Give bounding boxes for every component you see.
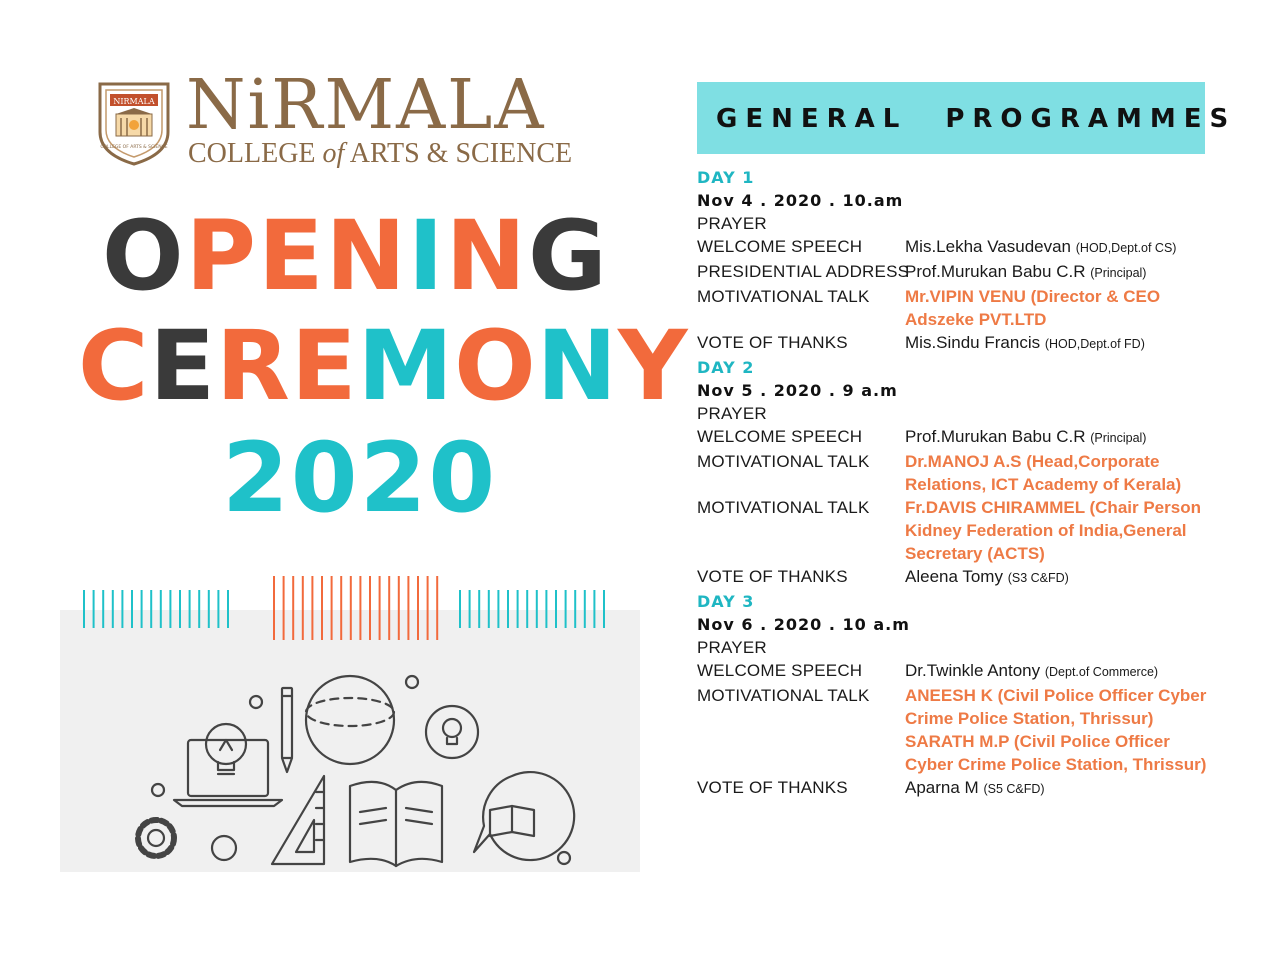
day-heading: DAY 2 — [697, 358, 755, 377]
speaker-name: Dr.Twinkle Antony — [905, 661, 1041, 680]
headline-letter: I — [407, 200, 446, 312]
speaker-note: (S5 C&FD) — [983, 782, 1045, 796]
schedule-row — [697, 285, 1217, 331]
schedule-label: VOTE OF THANKS — [697, 333, 848, 352]
headline-letter: E — [149, 310, 217, 422]
schedule-value — [905, 565, 1217, 590]
schedule-row — [697, 565, 1217, 590]
schedule-row — [697, 636, 1217, 659]
schedule-value — [905, 402, 1217, 425]
day-date: Nov 4 . 2020 . 10.am — [697, 191, 904, 210]
speaker-name: Mis.Lekha Vasudevan — [905, 237, 1072, 256]
schedule-label: PRAYER — [697, 214, 767, 233]
schedule-value — [905, 260, 1217, 285]
headline-letter: 0 — [428, 422, 498, 534]
dot-icon — [152, 784, 164, 796]
emblem-text: NIRMALA — [113, 97, 155, 106]
speech-bubble-book-icon — [474, 772, 574, 860]
schedule-row — [697, 331, 1217, 356]
headline-opening — [102, 200, 609, 312]
college-subtitle-part2: ARTS & SCIENCE — [349, 138, 573, 169]
speaker-name: Aleena Tomy — [905, 567, 1003, 586]
headline-letter: 0 — [290, 422, 360, 534]
speaker-note: (Principal) — [1090, 431, 1147, 445]
headline-letter: N — [536, 310, 619, 422]
dot-icon — [406, 676, 418, 688]
dot-icon — [212, 836, 236, 860]
schedule-label: PRESIDENTIAL ADDRESS — [697, 262, 910, 281]
triangle-ruler-icon — [272, 776, 324, 864]
schedule-label: PRAYER — [697, 404, 767, 423]
dot-icon — [250, 696, 262, 708]
speaker-name: Prof.Murukan Babu C.R — [905, 427, 1086, 446]
college-emblem-icon — [96, 80, 172, 166]
schedule-label: VOTE OF THANKS — [697, 778, 848, 797]
schedule-label — [697, 730, 905, 776]
schedule-value: SARATH M.P (Civil Police Officer Cyber Crime Police Station, Thrissur) — [905, 732, 1207, 774]
speaker-note: (Principal) — [1090, 266, 1147, 280]
schedule-value — [905, 776, 1217, 801]
speaker-note: (HOD,Dept.of CS) — [1075, 241, 1177, 255]
headline-letter: E — [290, 310, 358, 422]
schedule-row — [697, 730, 1217, 776]
college-subtitle-of: of — [322, 138, 345, 169]
schedule-label: MOTIVATIONAL TALK — [697, 287, 870, 306]
schedule-value — [905, 425, 1217, 450]
programme-title-part2: PROGRAMMES — [945, 104, 1237, 134]
schedule-value — [905, 235, 1217, 260]
headline-letter: N — [445, 200, 528, 312]
programme-title — [716, 104, 1236, 134]
schedule-row — [697, 402, 1217, 425]
headline-year — [222, 422, 498, 534]
gear-icon — [138, 820, 174, 856]
schedule-row — [697, 212, 1217, 235]
speaker-note: (S3 C&FD) — [1007, 571, 1069, 585]
programme-title-part1: GENERAL — [716, 104, 908, 134]
schedule-value — [905, 212, 1217, 235]
schedule-row — [697, 684, 1217, 730]
dot-icon — [558, 852, 570, 864]
schedule-value: Fr.DAVIS CHIRAMMEL (Chair Person Kidney Federation of India,General Secretary (ACTS) — [905, 498, 1201, 563]
pencil-icon — [282, 688, 292, 772]
headline-letter: C — [78, 310, 150, 422]
laptop-lightbulb-icon — [174, 724, 282, 806]
headline-letter: P — [185, 200, 258, 312]
schedule-label: WELCOME SPEECH — [697, 661, 863, 680]
college-subtitle — [188, 138, 572, 170]
headline-letter: 2 — [359, 422, 429, 534]
globe-icon — [306, 676, 394, 764]
schedule-row — [697, 260, 1217, 285]
headline-letter: E — [257, 200, 326, 312]
speaker-name: Prof.Murukan Babu C.R — [905, 262, 1086, 281]
headline-letter: G — [527, 200, 609, 312]
schedule-row — [697, 425, 1217, 450]
headline-letter: O — [454, 310, 537, 422]
schedule-value — [905, 331, 1217, 356]
open-book-icon — [350, 782, 442, 866]
college-name: NiRMALA — [186, 66, 546, 145]
schedule-label: VOTE OF THANKS — [697, 567, 848, 586]
schedule-label: WELCOME SPEECH — [697, 237, 863, 256]
headline-letter: R — [216, 310, 291, 422]
headline-letter: 2 — [222, 422, 291, 534]
schedule-value: Dr.MANOJ A.S (Head,Corporate Relations, ICT Academy of Kerala) — [905, 452, 1182, 494]
day-date: Nov 6 . 2020 . 10 a.m — [697, 615, 910, 634]
schedule-row — [697, 235, 1217, 260]
speaker-name: Aparna M — [905, 778, 979, 797]
schedule-label: PRAYER — [697, 638, 767, 657]
idea-bulb-icon — [426, 706, 478, 758]
schedule-row — [697, 776, 1217, 801]
programme-schedule — [697, 166, 1217, 801]
schedule-label: WELCOME SPEECH — [697, 427, 863, 446]
headline-letter: M — [357, 310, 455, 422]
schedule-value — [905, 636, 1217, 659]
schedule-label: MOTIVATIONAL TALK — [697, 498, 870, 517]
headline-ceremony — [78, 310, 689, 422]
headline-letter: N — [325, 200, 408, 312]
headline-letter: O — [102, 200, 186, 312]
day-heading: DAY 1 — [697, 168, 755, 187]
speaker-note: (Dept.of Commerce) — [1044, 665, 1159, 679]
schedule-value: Mr.VIPIN VENU (Director & CEO Adszeke PVT.LTD — [905, 287, 1161, 329]
schedule-value: ANEESH K (Civil Police Officer Cyber Crime Police Station, Thrissur) — [905, 686, 1207, 728]
speaker-name: Mis.Sindu Francis — [905, 333, 1041, 352]
schedule-row — [697, 450, 1217, 496]
schedule-row — [697, 496, 1217, 565]
college-subtitle-part1: COLLEGE — [188, 138, 316, 169]
tick-marks — [84, 576, 604, 640]
speaker-note: (HOD,Dept.of FD) — [1044, 337, 1145, 351]
education-illustration — [60, 572, 640, 872]
day-date: Nov 5 . 2020 . 9 a.m — [697, 381, 898, 400]
emblem-ring-text: COLLEGE OF ARTS & SCIENCE — [100, 145, 168, 150]
schedule-value — [905, 659, 1217, 684]
schedule-label: MOTIVATIONAL TALK — [697, 452, 870, 471]
schedule-row — [697, 659, 1217, 684]
schedule-label: MOTIVATIONAL TALK — [697, 686, 870, 705]
headline-letter: Y — [618, 310, 689, 422]
day-heading: DAY 3 — [697, 592, 755, 611]
